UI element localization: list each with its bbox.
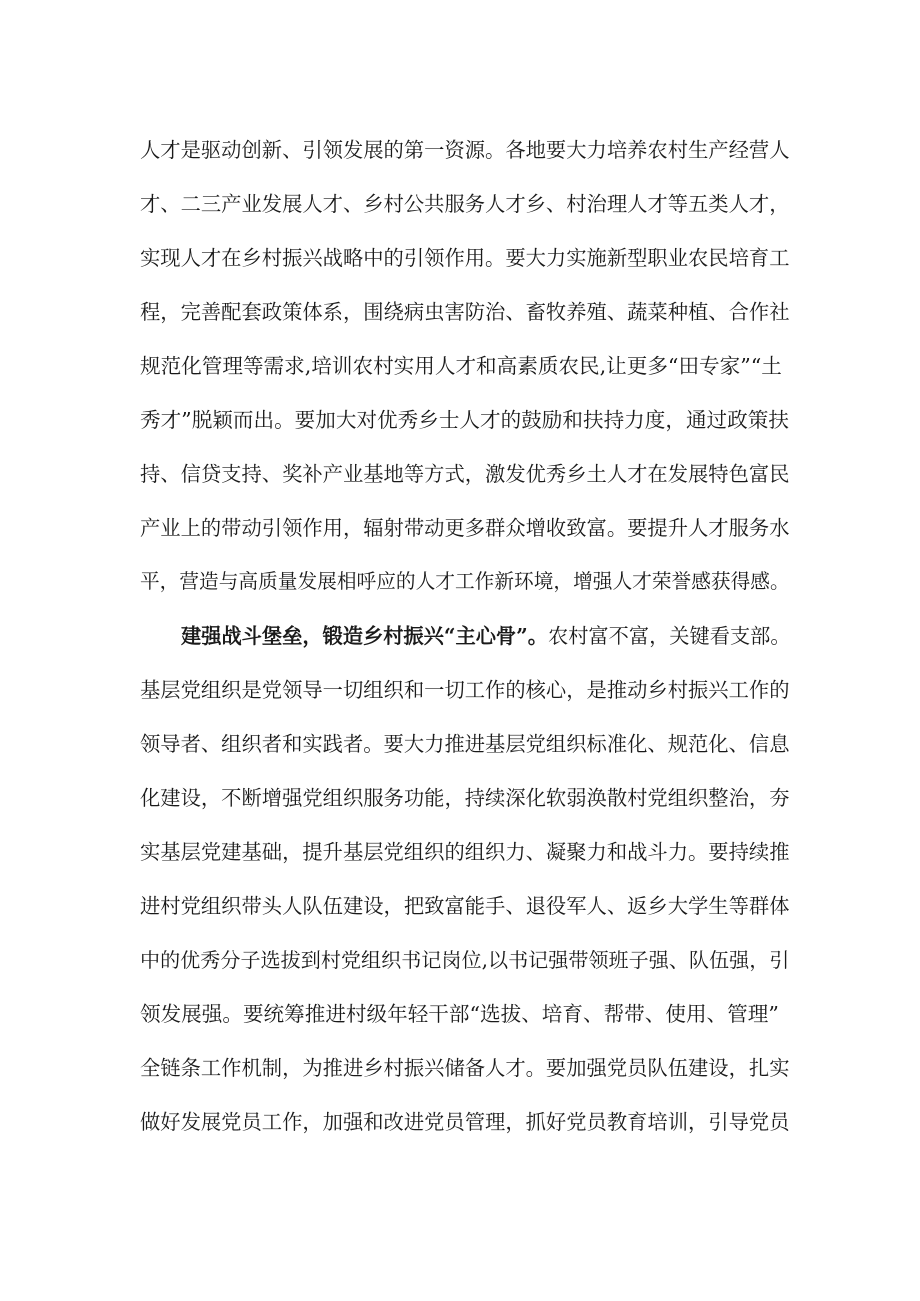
section-heading-rest: 农村富不富，关键看支部。 (547, 624, 791, 648)
paragraph-line: 持、信贷支持、奖补产业基地等方式，激发优秀乡土人才在发展特色富民 (140, 462, 790, 486)
paragraph-line: 领发展强。要统筹推进村级年轻干部“选拔、培育、帮带、使用、管理” (140, 1002, 779, 1026)
paragraph-line: 实基层党建基础，提升基层党组织的组织力、凝聚力和战斗力。要持续推 (140, 840, 790, 864)
paragraph-line: 领导者、组织者和实践者。要大力推进基层党组织标准化、规范化、信息 (140, 732, 790, 756)
paragraph-line: 平，营造与高质量发展相呼应的人才工作新环境，增强人才荣誉感获得感。 (140, 570, 790, 593)
paragraph-line: 全链条工作机制，为推进乡村振兴储备人才。要加强党员队伍建设，扎实 (140, 1056, 790, 1080)
paragraph-line: 做好发展党员工作，加强和改进党员管理，抓好党员教育培训，引导党员 (140, 1110, 790, 1134)
paragraph-line: 实现人才在乡村振兴战略中的引领作用。要大力实施新型职业农民培育工 (140, 246, 790, 270)
paragraph-line: 化建设，不断增强党组织服务功能，持续深化软弱涣散村党组织整治，夯 (140, 786, 790, 810)
section-first-line (181, 616, 791, 656)
paragraph-line: 人才是驱动创新、引领发展的第一资源。各地要大力培养农村生产经营人 (140, 138, 790, 162)
paragraph-line: 进村党组织带头人队伍建设，把致富能手、退役军人、返乡大学生等群体 (140, 894, 790, 918)
section-heading: 建强战斗堡垒，锻造乡村振兴“主心骨”。 (181, 624, 548, 648)
paragraph-line: 程，完善配套政策体系，围绕病虫害防治、畜牧养殖、蔬菜种植、合作社 (140, 300, 790, 324)
paragraph-line: 秀才”脱颖而出。要加大对优秀乡士人才的鼓励和扶持力度，通过政策扶 (140, 408, 789, 432)
paragraph-line: 基层党组织是党领导一切组织和一切工作的核心，是推动乡村振兴工作的 (140, 678, 790, 702)
paragraph-line: 规范化管理等需求,培训农村实用人才和高素质农民,让更多“田专家”“土 (140, 354, 782, 378)
paragraph-line: 才、二三产业发展人才、乡村公共服务人才乡、村治理人才等五类人才， (140, 192, 790, 216)
paragraph-line: 中的优秀分子选拔到村党组织书记岗位,以书记强带领班子强、队伍强，引 (140, 948, 790, 972)
paragraph-line: 产业上的带动引领作用，辐射带动更多群众增收致富。要提升人才服务水 (140, 516, 790, 540)
